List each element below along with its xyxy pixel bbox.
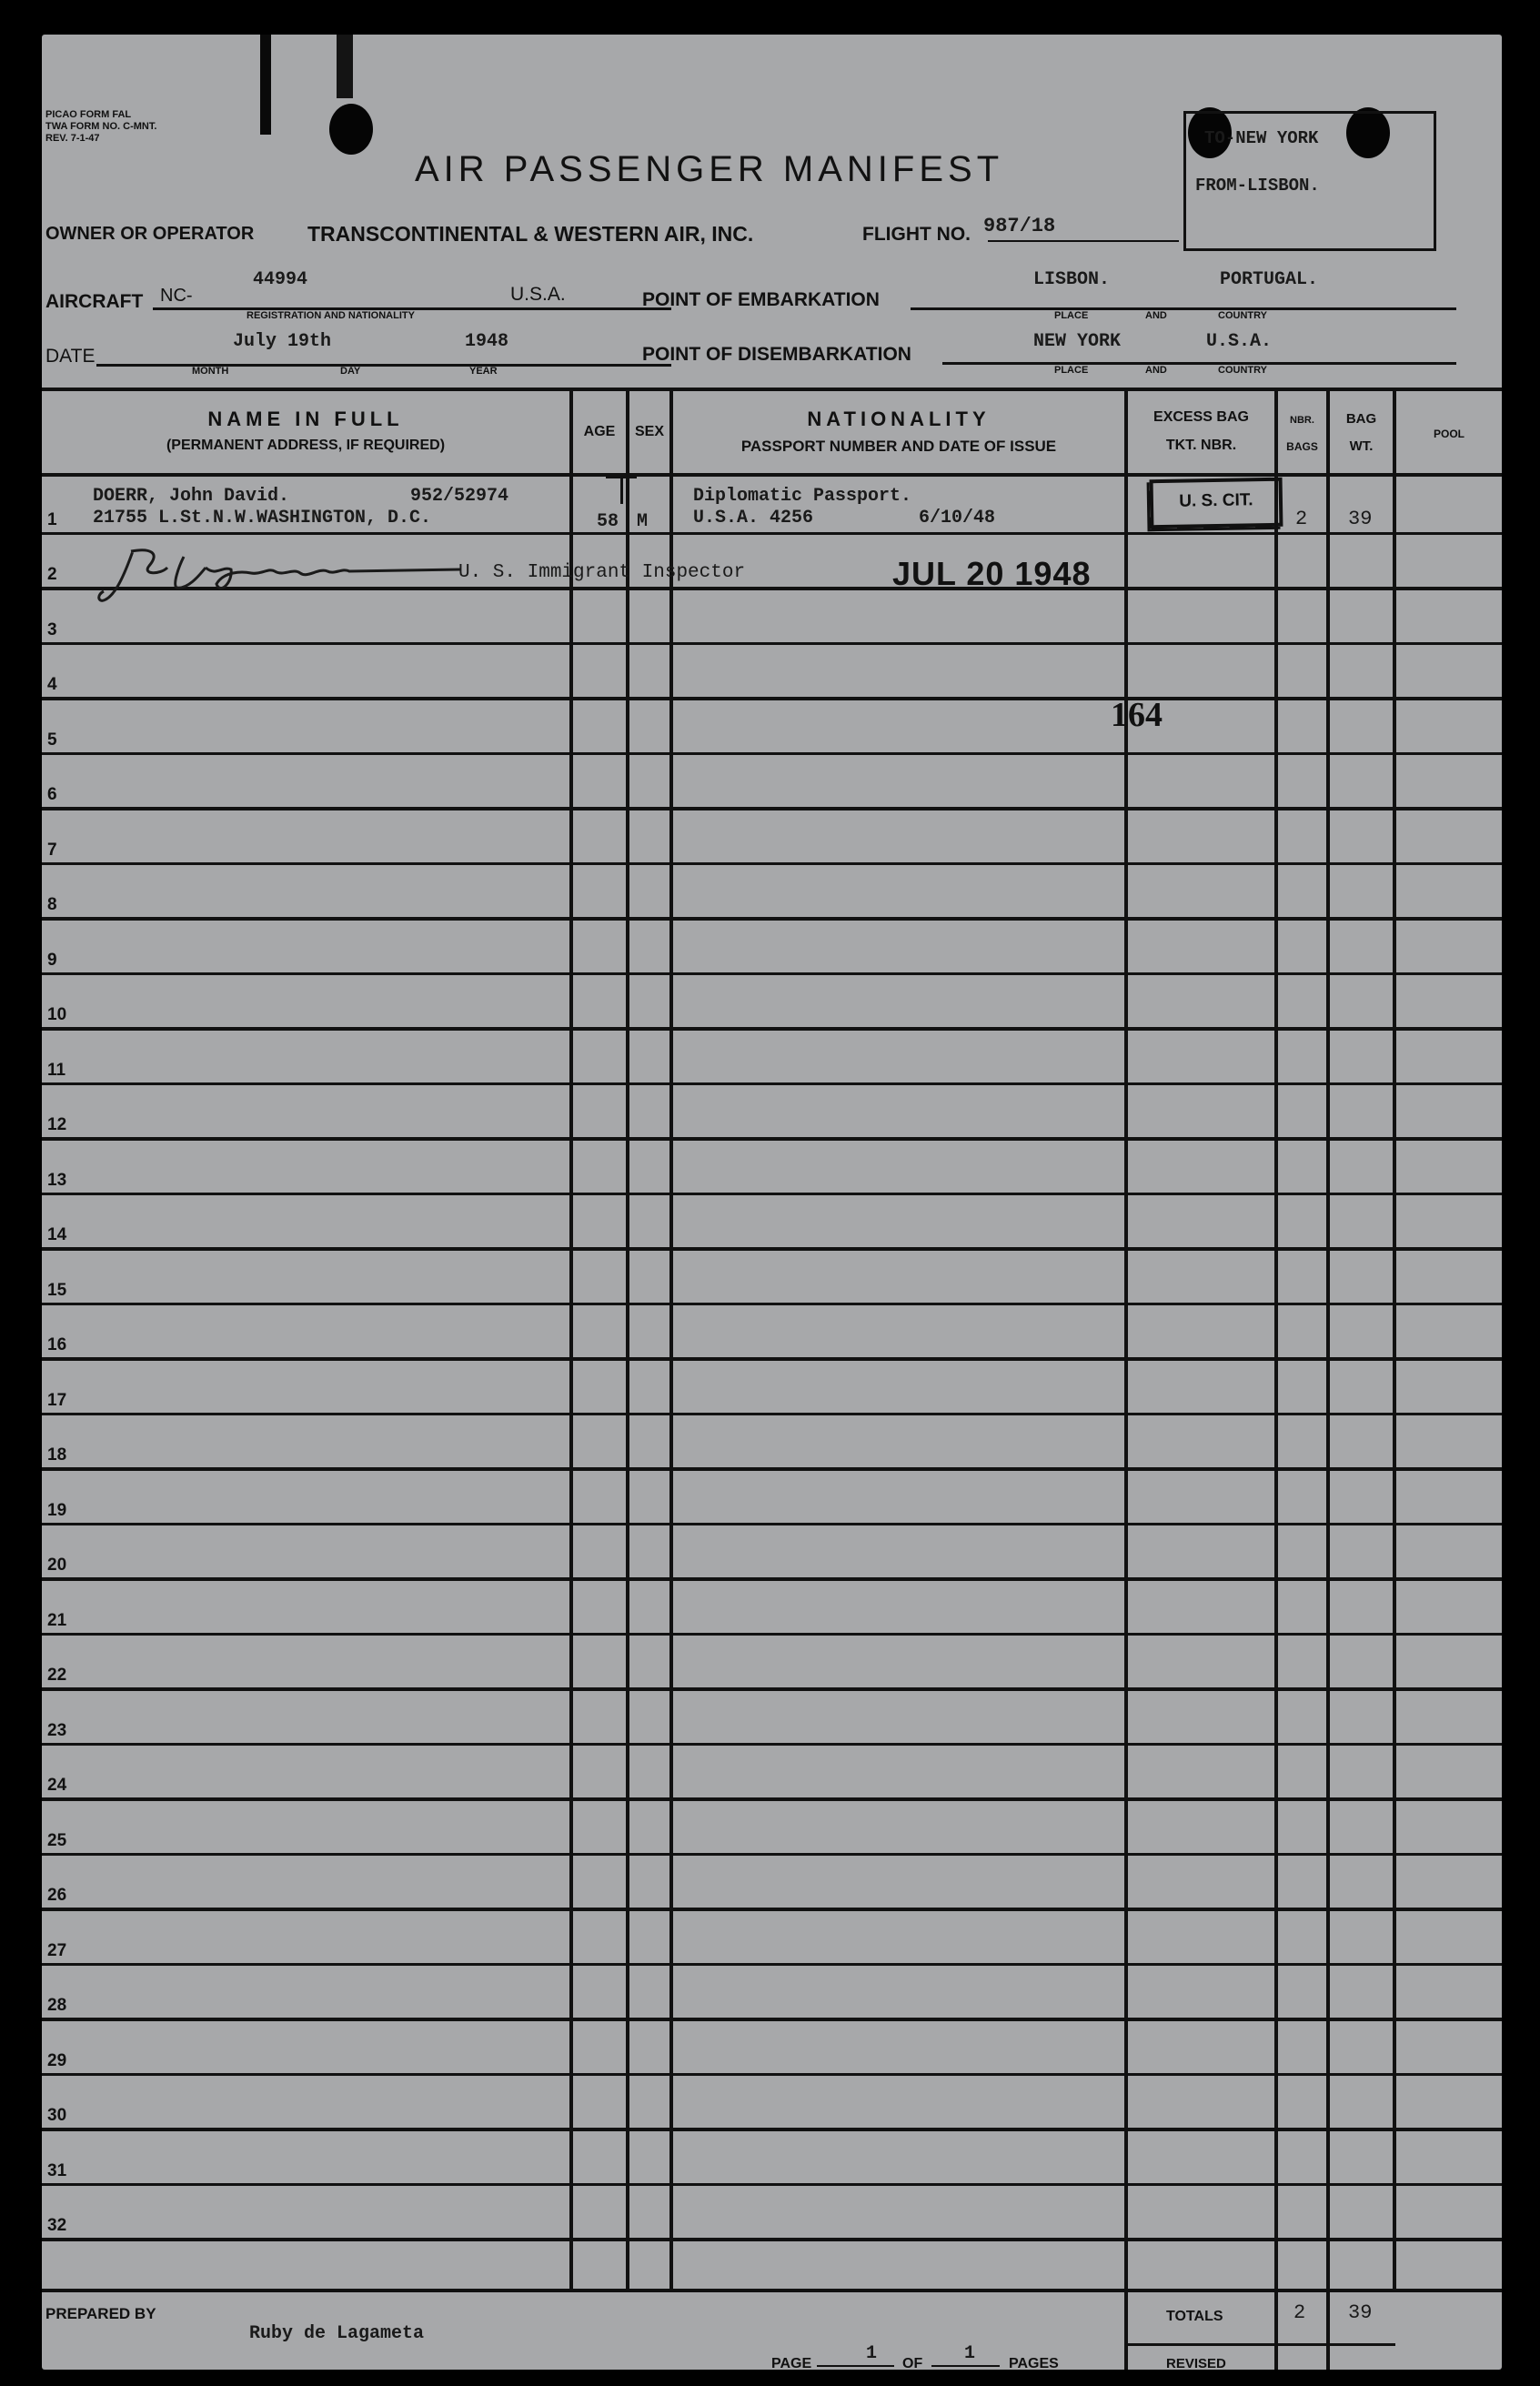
row-number: 1: [47, 510, 57, 529]
route-from: FROM-LISBON.: [1195, 176, 1320, 196]
row-number: 19: [47, 1501, 67, 1520]
date-underline: [96, 364, 671, 367]
row-rule: [42, 1357, 1502, 1361]
row-rule: [42, 752, 1502, 755]
embarkation-label: POINT OF EMBARKATION: [642, 289, 880, 310]
manifest-sheet: [42, 35, 1502, 2370]
form-ref-1: PICAO FORM FAL: [45, 109, 132, 120]
row-number: 31: [47, 2161, 67, 2180]
row-rule: [42, 1633, 1502, 1636]
col-header-nationality-sub: PASSPORT NUMBER AND DATE OF ISSUE: [740, 438, 1057, 455]
row-number: 9: [47, 951, 57, 970]
row-rule: [42, 917, 1502, 921]
col-header-age: AGE: [583, 424, 616, 439]
pages-total: 1: [964, 2343, 976, 2364]
col-header-name: NAME IN FULL: [207, 408, 404, 430]
row-rule: [42, 642, 1502, 645]
prepared-by-label: PREPARED BY: [45, 2305, 156, 2322]
day-sublabel: DAY: [340, 366, 361, 377]
col-header-nbr-1: NBR.: [1290, 415, 1314, 426]
row-rule: [42, 1303, 1502, 1305]
pages-underline: [931, 2365, 1000, 2367]
row-rule: [42, 2238, 1502, 2241]
row-rule: [42, 1687, 1502, 1691]
embark-country-label: COUNTRY: [1218, 310, 1267, 321]
row-rule: [42, 1523, 1502, 1525]
row-rule: [42, 1797, 1502, 1801]
row-rule: [42, 1467, 1502, 1471]
row-rule: [42, 1413, 1502, 1415]
row-number: 29: [47, 2051, 67, 2070]
row-number: 28: [47, 1996, 67, 2015]
row-rule: [42, 532, 1502, 535]
row-number: 23: [47, 1721, 67, 1740]
row-rule: [42, 1247, 1502, 1251]
torn-mark: [260, 35, 271, 135]
row-number: 20: [47, 1555, 67, 1575]
embark-place-label: PLACE: [1054, 310, 1089, 321]
citizen-stamp-text: U. S. CIT.: [1179, 490, 1253, 511]
passenger-name: DOERR, John David.: [93, 486, 290, 507]
row-number: 30: [47, 2106, 67, 2125]
total-weight: 39: [1348, 2301, 1373, 2324]
col-header-nbr-2: BAGS: [1286, 440, 1318, 453]
table-header-rule: [42, 473, 1502, 477]
embarkation-underline: [911, 307, 1456, 310]
route-to: TO-NEW YORK: [1204, 128, 1319, 148]
row-number: 17: [47, 1391, 67, 1410]
row-number: 8: [47, 895, 57, 914]
row-number: 3: [47, 620, 57, 639]
form-ref-3: REV. 7-1-47: [45, 133, 100, 144]
disembark-country-label: COUNTRY: [1218, 365, 1267, 376]
flight-underline: [988, 240, 1179, 242]
col-divider-nationality: [669, 389, 673, 2292]
aircraft-nationality: U.S.A.: [510, 284, 566, 305]
col-header-excess-1: EXCESS BAG: [1153, 409, 1249, 425]
form-ref-2: TWA FORM NO. C-MNT.: [45, 121, 157, 132]
row-number: 25: [47, 1831, 67, 1850]
row-rule: [42, 1577, 1502, 1581]
page-number: 1: [866, 2343, 878, 2364]
passenger-age-mark-stem: [620, 477, 623, 504]
passenger-ticket: 952/52974: [410, 486, 509, 507]
registration-sublabel: REGISTRATION AND NATIONALITY: [247, 310, 415, 321]
disembark-place-label: PLACE: [1054, 365, 1089, 376]
inspector-signature: [96, 540, 478, 613]
disembark-and-label: AND: [1145, 365, 1167, 376]
aircraft-registration: 44994: [253, 269, 308, 290]
row-number: 4: [47, 675, 57, 694]
row-rule: [42, 1082, 1502, 1085]
citizen-stamp: [1150, 478, 1283, 529]
pages-label: PAGES: [1009, 2356, 1059, 2371]
row-number: 27: [47, 1941, 67, 1960]
page-underline: [817, 2365, 894, 2367]
row-number: 15: [47, 1281, 67, 1300]
year-sublabel: YEAR: [469, 366, 498, 377]
row-number: 21: [47, 1611, 67, 1630]
row-rule: [42, 697, 1502, 700]
row-number: 12: [47, 1115, 67, 1134]
embarkation-country: PORTUGAL.: [1220, 269, 1319, 290]
totals-label: TOTALS: [1166, 2309, 1223, 2324]
footer-top-rule: [42, 2289, 1502, 2292]
row-rule: [42, 1027, 1502, 1031]
col-header-name-sub: (PERMANENT ADDRESS, IF REQUIRED): [166, 438, 446, 453]
inspector-title: U. S. Immigrant Inspector: [458, 562, 746, 583]
row-number: 13: [47, 1171, 67, 1190]
passenger-age: 58: [597, 511, 619, 532]
col-divider-age: [569, 389, 573, 2292]
row-rule: [42, 2128, 1502, 2131]
row-number: 6: [47, 785, 57, 804]
page-label: PAGE: [771, 2356, 812, 2371]
col-header-nationality: NATIONALITY: [807, 408, 991, 430]
operator-name: TRANSCONTINENTAL & WESTERN AIR, INC.: [307, 222, 754, 246]
aircraft-label: AIRCRAFT: [45, 291, 144, 312]
row-rule: [42, 2018, 1502, 2021]
row-rule: [42, 807, 1502, 810]
col-divider-pool: [1393, 389, 1396, 2292]
prepared-by-name: Ruby de Lagameta: [249, 2323, 425, 2344]
row-number: 22: [47, 1666, 67, 1685]
passenger-address: 21755 L.St.N.W.WASHINGTON, D.C.: [93, 508, 432, 529]
route-box: [1183, 111, 1436, 251]
row-rule: [42, 2183, 1502, 2186]
row-rule: [42, 2073, 1502, 2076]
month-sublabel: MONTH: [192, 366, 229, 377]
col-divider-sex: [626, 389, 629, 2292]
passenger-nationality-2: U.S.A. 4256: [693, 508, 814, 529]
row-rule: [42, 1908, 1502, 1911]
owner-label: OWNER OR OPERATOR: [45, 224, 255, 244]
embark-and-label: AND: [1145, 310, 1167, 321]
row-rule: [42, 1963, 1502, 1966]
torn-mark-2: [337, 35, 353, 98]
row-number: 11: [47, 1061, 66, 1080]
row-number: 18: [47, 1445, 67, 1465]
row-rule: [42, 1743, 1502, 1746]
row-rule: [42, 972, 1502, 975]
col-header-wt-2: WT.: [1349, 438, 1374, 454]
passenger-sex: M: [637, 511, 649, 532]
row-number: 14: [47, 1225, 67, 1244]
punch-hole-left: [329, 104, 373, 155]
flight-label: FLIGHT NO.: [862, 224, 971, 245]
col-header-wt-1: BAG: [1345, 411, 1377, 427]
disembarkation-place: NEW YORK: [1033, 331, 1122, 352]
col-header-pool: POOL: [1433, 428, 1465, 440]
col-header-excess-2: TKT. NBR.: [1165, 438, 1237, 453]
stamp-number: 164: [1111, 696, 1163, 734]
date-year: 1948: [465, 331, 509, 352]
totals-rule: [1128, 2343, 1395, 2346]
row-number: 26: [47, 1886, 67, 1905]
date-label: DATE: [45, 346, 96, 367]
passenger-nationality-1: Diplomatic Passport.: [693, 486, 912, 507]
row-number: 24: [47, 1776, 67, 1795]
inspector-date-stamp: JUL 20 1948: [892, 555, 1092, 592]
row-number: 32: [47, 2216, 67, 2235]
row-rule: [42, 1193, 1502, 1195]
revised-label: REVISED: [1166, 2356, 1226, 2371]
table-top-rule: [42, 388, 1502, 391]
date-month-day: July 19th: [233, 331, 332, 352]
col-header-sex: SEX: [634, 424, 664, 439]
aircraft-prefix: NC-: [160, 286, 193, 306]
embarkation-place: LISBON.: [1033, 269, 1111, 290]
total-bags: 2: [1293, 2301, 1306, 2324]
row-rule: [42, 1137, 1502, 1141]
row-number: 10: [47, 1005, 67, 1024]
row-rule: [42, 1853, 1502, 1856]
passenger-bags: 2: [1295, 508, 1308, 530]
row-number: 5: [47, 730, 57, 750]
passenger-passport-date: 6/10/48: [919, 508, 996, 529]
flight-number: 987/18: [983, 215, 1056, 237]
disembarkation-label: POINT OF DISEMBARKATION: [642, 344, 911, 365]
of-label: OF: [902, 2356, 923, 2371]
row-rule: [42, 862, 1502, 865]
row-number: 16: [47, 1335, 67, 1354]
row-number: 2: [47, 565, 57, 584]
form-title: AIR PASSENGER MANIFEST: [415, 149, 1004, 189]
disembarkation-underline: [942, 362, 1456, 365]
row-number: 7: [47, 841, 57, 860]
passenger-weight: 39: [1348, 508, 1373, 530]
disembarkation-country: U.S.A.: [1206, 331, 1273, 352]
